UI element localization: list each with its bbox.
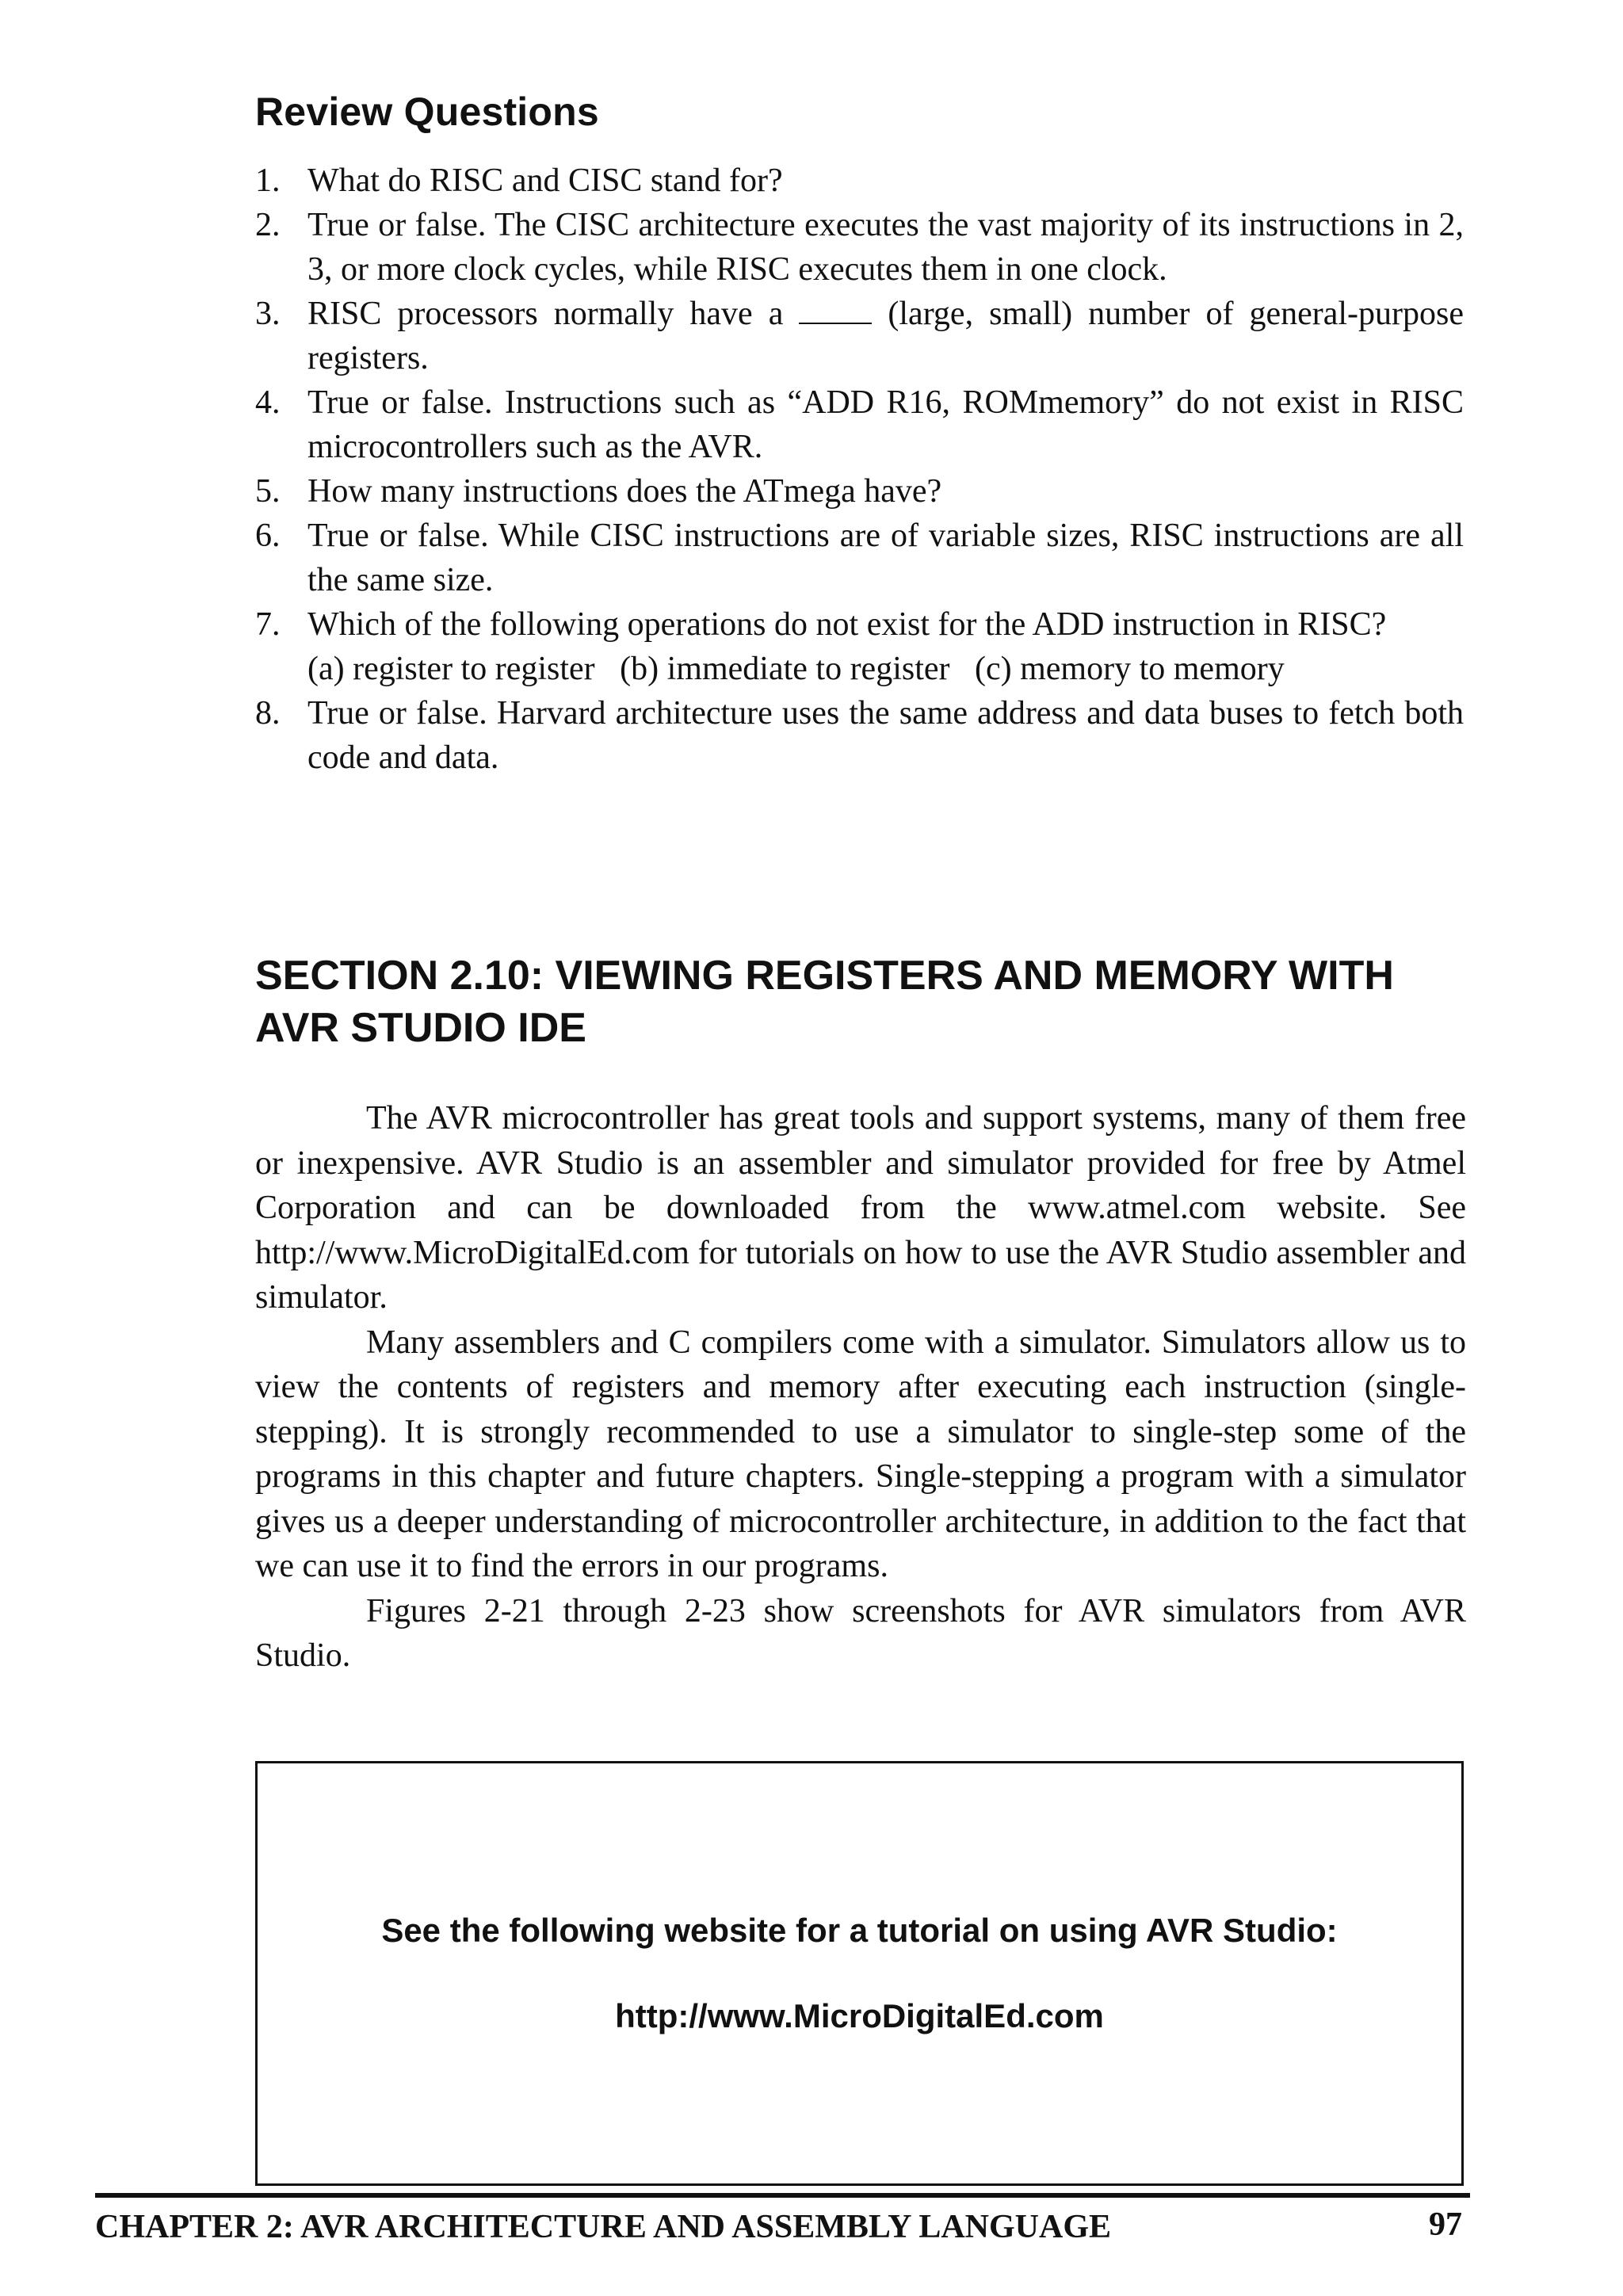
question-number: 2. [255,207,281,243]
question-number: 5. [255,473,281,510]
question-text: True or false. The CISC architecture executes the vast majority of its instructions in 2, 3, or more clock cycles, while RISC executes them in one clock. [307,207,1464,288]
question-text-before-blank: RISC processors normally have a [307,296,784,332]
question-number: 4. [255,384,281,421]
question-item-3 [255,292,1464,380]
question-item-8 [255,691,1464,780]
question-text: What do RISC and CISC stand for? [307,162,783,199]
question-number: 1. [255,162,281,199]
footer-chapter-title: CHAPTER 2: AVR ARCHITECTURE AND ASSEMBLY LANGUAGE [95,2209,1112,2245]
review-questions-heading: Review Questions [255,90,599,134]
tutorial-callout-text: See the following website for a tutorial on using AVR Studio: [381,1912,1338,1949]
question-item-2 [255,203,1464,292]
footer-divider [95,2193,1470,2198]
section-body [255,1096,1466,1679]
question-number: 7. [255,606,281,643]
question-number: 8. [255,695,281,732]
question-text: True or false. While CISC instructions are of variable sizes, RISC instructions are all the same size. [307,518,1464,598]
footer-page-number: 97 [1429,2206,1462,2243]
body-paragraph-1: The AVR microcontroller has great tools and support systems, many of them free or inexpensive. AVR Studio is an assembler and simulator provided for free by Atmel Corporation and can be downloaded from the www.atmel.com website. See http://www.MicroDigitalEd.com for tutorials on how to use the AVR Studio assembler and simulator. [255,1100,1466,1316]
question-item-5 [255,469,1464,514]
fill-in-blank [799,296,872,324]
question-number: 6. [255,518,281,554]
tutorial-callout-box [255,1761,1464,2186]
review-question-list [255,159,1464,780]
section-heading-line-2: AVR STUDIO IDE [255,1005,586,1051]
question-item-4 [255,380,1464,469]
section-heading-line-1: SECTION 2.10: VIEWING REGISTERS AND MEMORY WITH [255,953,1394,999]
question-text: How many instructions does the ATmega have? [307,473,942,510]
question-text: True or false. Harvard architecture uses the same address and data buses to fetch both code and data. [307,695,1464,776]
section-heading [255,949,1491,1054]
question-text: True or false. Instructions such as “ADD R16, ROMmemory” do not exist in RISC microcontrollers such as the AVR. [307,384,1464,465]
body-paragraph-3: Figures 2-21 through 2-23 show screenshots for AVR simulators from AVR Studio. [255,1592,1466,1674]
question-options: (a) register to register (b) immediate to register (c) memory to memory [307,651,1285,687]
body-paragraph-2: Many assemblers and C compilers come with a simulator. Simulators allow us to view the contents of registers and memory after executing each instruction (single-stepping). It is strongly recommended to use a simulator to single-step some of the programs in this chapter and future chapters. Single-stepping a program with a simulator gives us a deeper understanding of microcontroller architecture, in addition to the fact that we can use it to find the errors in our programs. [255,1324,1466,1584]
question-item-6 [255,514,1464,602]
question-item-1 [255,159,1464,203]
question-number: 3. [255,296,281,332]
tutorial-callout-url: http://www.MicroDigitalEd.com [615,1997,1104,2034]
question-text-after-blank: (large, small) number of general-purpose registers. [307,296,1464,376]
question-text: Which of the following operations do not exist for the ADD instruction in RISC? [307,606,1387,643]
question-item-7 [255,602,1464,691]
